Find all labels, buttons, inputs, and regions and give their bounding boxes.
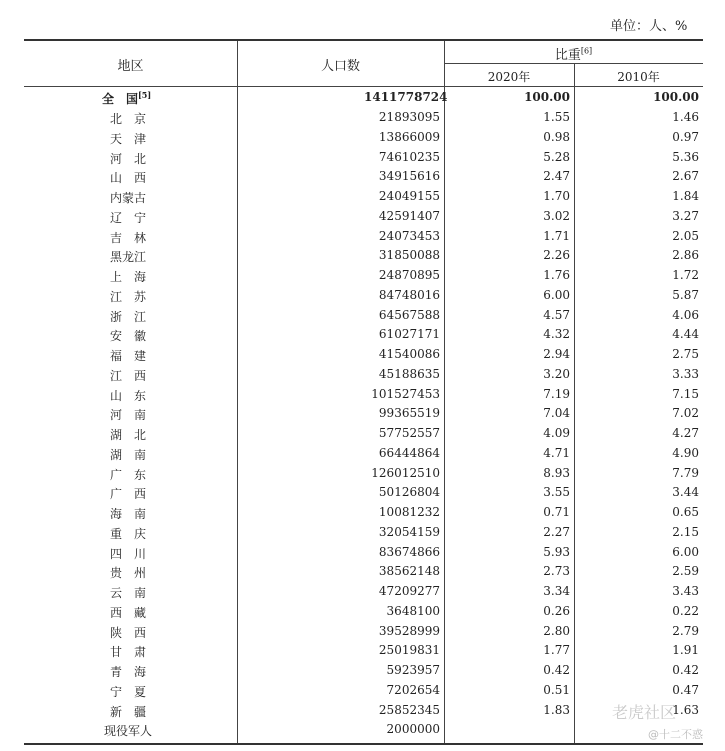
- table-row: [24, 404, 703, 424]
- region-name: 福建: [110, 349, 159, 363]
- population-cell: 5923957: [386, 663, 440, 677]
- region-name: 陕西: [110, 625, 159, 640]
- population-cell: 24073453: [378, 228, 440, 243]
- table-row: [24, 325, 703, 345]
- table-row: [24, 622, 703, 642]
- region-name: 黑龙江: [110, 250, 147, 265]
- table-row: [24, 365, 703, 385]
- share-2010-cell: 3.27: [672, 208, 699, 223]
- population-cell: 45188635: [378, 366, 440, 381]
- share-2020-cell: 100.00: [524, 90, 570, 104]
- share-2010-cell: 0.22: [672, 603, 699, 618]
- table-row: [24, 464, 703, 484]
- share-2010-cell: 2.59: [672, 564, 699, 579]
- table-row: [24, 148, 703, 168]
- share-2020-cell: 4.57: [543, 307, 570, 322]
- share-2020-cell: 2.94: [543, 347, 570, 361]
- share-2020-cell: 1.71: [543, 228, 570, 243]
- share-2010-cell: 0.42: [672, 663, 699, 677]
- table-row: [24, 286, 703, 306]
- table-row: [24, 187, 703, 207]
- share-2010-cell: 0.65: [672, 505, 699, 519]
- share-2020-cell: 2.27: [543, 524, 570, 539]
- region-name: 江苏: [110, 289, 159, 304]
- region-name: 云南: [110, 586, 159, 600]
- header-share-label: 比重: [554, 48, 581, 63]
- region-name: 新疆: [110, 704, 159, 719]
- header-line: [24, 86, 703, 87]
- population-cell: 41540086: [378, 347, 440, 361]
- table-row: [24, 582, 703, 602]
- region-name: 湖南: [110, 447, 159, 462]
- region-name: 湖北: [110, 428, 159, 442]
- region-name: 宁夏: [110, 684, 159, 699]
- region-name: 四川: [110, 546, 159, 561]
- watermark-user: @十二不惑: [648, 728, 703, 741]
- share-2020-cell: 1.83: [543, 702, 570, 717]
- table-row: [24, 266, 703, 286]
- share-2010-cell: 1.84: [672, 189, 699, 203]
- share-2020-cell: 3.34: [543, 584, 570, 598]
- table-row: [24, 246, 703, 266]
- region-name: 河北: [110, 151, 159, 166]
- share-2010-cell: 4.90: [672, 445, 699, 460]
- region-name: 现役军人: [104, 724, 153, 739]
- region-name: 贵州: [110, 566, 159, 581]
- population-cell: 99365519: [378, 406, 440, 421]
- table-row: [24, 385, 703, 405]
- share-2020-cell: 4.09: [543, 426, 570, 440]
- population-cell: 10081232: [378, 505, 440, 519]
- share-2020-cell: 1.76: [543, 268, 570, 282]
- population-cell: 34915616: [378, 169, 440, 184]
- region-name: 浙江: [110, 309, 159, 324]
- share-2010-cell: 4.06: [672, 307, 699, 322]
- share-2020-cell: 0.71: [543, 505, 570, 519]
- table-row-national: [24, 88, 703, 108]
- share-2010-cell: 1.91: [672, 643, 699, 658]
- share-2020-cell: 2.26: [543, 248, 570, 263]
- table-row: [24, 523, 703, 543]
- table-row: [24, 661, 703, 681]
- share-2010-cell: 2.67: [672, 169, 699, 184]
- header-share-note: [6]: [580, 46, 593, 56]
- population-cell: 1411778724: [364, 90, 448, 104]
- share-2020-cell: 8.93: [543, 465, 570, 480]
- table-row: [24, 701, 703, 721]
- header-share: [444, 44, 703, 63]
- population-cell: 61027171: [378, 327, 440, 342]
- header-population: 人口数: [320, 59, 360, 74]
- share-2020-cell: 6.00: [543, 287, 570, 302]
- share-2010-cell: 7.15: [672, 386, 699, 401]
- share-2020-cell: 0.51: [543, 682, 570, 697]
- population-cell: 39528999: [378, 623, 440, 638]
- population-cell: 25852345: [378, 702, 440, 717]
- share-2020-cell: 1.77: [543, 643, 570, 658]
- population-table: [24, 39, 703, 745]
- share-2010-cell: 3.33: [672, 366, 699, 381]
- population-cell: 50126804: [378, 485, 440, 500]
- region-name: 安徽: [110, 329, 159, 344]
- national-name: 全 国: [102, 92, 139, 106]
- share-2020-cell: 0.26: [543, 603, 570, 618]
- table-row: [24, 543, 703, 563]
- population-cell: 101527453: [371, 386, 440, 401]
- population-cell: 42591407: [378, 208, 440, 223]
- share-2020-cell: 5.28: [543, 149, 570, 164]
- population-cell: 38562148: [378, 564, 440, 579]
- table-row: [24, 641, 703, 661]
- share-2020-cell: 3.02: [543, 208, 570, 223]
- share-2020-cell: 0.42: [543, 663, 570, 677]
- population-cell: 47209277: [378, 584, 440, 598]
- table-row: [24, 108, 703, 128]
- region-name: 西藏: [110, 605, 159, 620]
- population-cell: 66444864: [378, 445, 440, 460]
- population-cell: 24049155: [378, 189, 440, 203]
- population-cell: 3648100: [386, 603, 440, 618]
- table-row: [24, 503, 703, 523]
- region-name: 甘肃: [110, 645, 159, 660]
- share-2010-cell: 4.44: [672, 327, 699, 342]
- population-cell: 74610235: [378, 149, 440, 164]
- table-row: [24, 602, 703, 622]
- population-cell: 25019831: [378, 643, 440, 658]
- population-cell: 7202654: [386, 682, 440, 697]
- region-name: 天津: [110, 131, 159, 146]
- share-2020-cell: 7.04: [543, 406, 570, 421]
- share-2010-cell: 2.15: [672, 524, 699, 539]
- table-row: [24, 444, 703, 464]
- table-row: [24, 424, 703, 444]
- national-note: [5]: [138, 90, 152, 100]
- region-name: 青海: [110, 665, 159, 679]
- region-name: 重庆: [110, 526, 159, 541]
- population-cell: 31850088: [378, 248, 440, 263]
- share-2010-cell: 2.86: [672, 248, 699, 263]
- header-region: 地区: [117, 59, 144, 74]
- table-row: [24, 562, 703, 582]
- region-name: 辽宁: [110, 210, 159, 225]
- region-name: 海南: [110, 507, 159, 521]
- share-2010-cell: 1.63: [672, 702, 699, 717]
- region-name: 广东: [110, 467, 159, 482]
- table-row: [24, 720, 703, 740]
- watermark: 老虎社区: [612, 703, 677, 722]
- share-2020-cell: 1.70: [543, 189, 570, 203]
- share-2010-cell: 0.97: [672, 129, 699, 144]
- share-2010-cell: 2.05: [672, 228, 699, 243]
- share-2010-cell: 6.00: [672, 544, 699, 559]
- population-cell: 84748016: [378, 287, 440, 302]
- share-2010-cell: 1.46: [672, 110, 699, 124]
- table-row: [24, 128, 703, 148]
- header-2020: 2020年: [487, 70, 531, 84]
- population-cell: 126012510: [371, 465, 440, 480]
- region-name: 上海: [110, 270, 159, 284]
- table-row: [24, 306, 703, 326]
- region-name: 河南: [110, 408, 159, 423]
- header-subline: [444, 63, 703, 64]
- share-2020-cell: 2.73: [543, 564, 570, 579]
- share-2020-cell: 4.32: [543, 327, 570, 342]
- share-2020-cell: 3.55: [543, 485, 570, 500]
- share-2010-cell: 3.43: [672, 584, 699, 598]
- region-name: 江西: [110, 368, 159, 383]
- share-2020-cell: 1.55: [543, 110, 570, 124]
- header-2010: 2010年: [617, 70, 660, 84]
- share-2010-cell: 1.72: [672, 268, 699, 282]
- share-2020-cell: 5.93: [543, 544, 570, 559]
- region-name: 北京: [110, 112, 159, 126]
- unit-label: 单位：人、%: [610, 19, 688, 34]
- share-2020-cell: 4.71: [543, 445, 570, 460]
- table-row: [24, 167, 703, 187]
- share-2020-cell: 7.19: [543, 386, 570, 401]
- share-2010-cell: 7.02: [672, 406, 699, 421]
- share-2010-cell: 5.36: [672, 149, 699, 164]
- share-2010-cell: 3.44: [672, 485, 699, 500]
- share-2010-cell: 4.27: [672, 426, 699, 440]
- share-2020-cell: 2.47: [543, 169, 570, 184]
- population-cell: 64567588: [378, 307, 440, 322]
- share-2010-cell: 7.79: [672, 465, 699, 480]
- population-cell: 13866009: [378, 129, 440, 144]
- population-cell: 2000000: [386, 722, 440, 737]
- region-name: 吉林: [110, 230, 159, 245]
- share-2010-cell: 2.75: [672, 347, 699, 361]
- share-2020-cell: 3.20: [543, 366, 570, 381]
- share-2020-cell: 0.98: [543, 129, 570, 144]
- share-2010-cell: 2.79: [672, 623, 699, 638]
- table-row: [24, 345, 703, 365]
- table-row: [24, 207, 703, 227]
- table-row: [24, 227, 703, 247]
- share-2010-cell: 0.47: [672, 682, 699, 697]
- region-name: 内蒙古: [110, 191, 147, 205]
- population-cell: 32054159: [378, 524, 440, 539]
- population-cell: 57752557: [378, 426, 440, 440]
- population-cell: 21893095: [378, 110, 440, 124]
- table-row: [24, 483, 703, 503]
- share-2020-cell: 2.80: [543, 623, 570, 638]
- share-2010-cell: 5.87: [672, 287, 699, 302]
- share-2010-cell: 100.00: [653, 90, 699, 104]
- region-name: 广西: [110, 487, 159, 502]
- region-name: 山西: [110, 171, 159, 186]
- population-cell: 83674866: [378, 544, 440, 559]
- population-cell: 24870895: [378, 268, 440, 282]
- region-name: 山东: [110, 388, 159, 403]
- region-name: [102, 90, 158, 107]
- table-row: [24, 681, 703, 701]
